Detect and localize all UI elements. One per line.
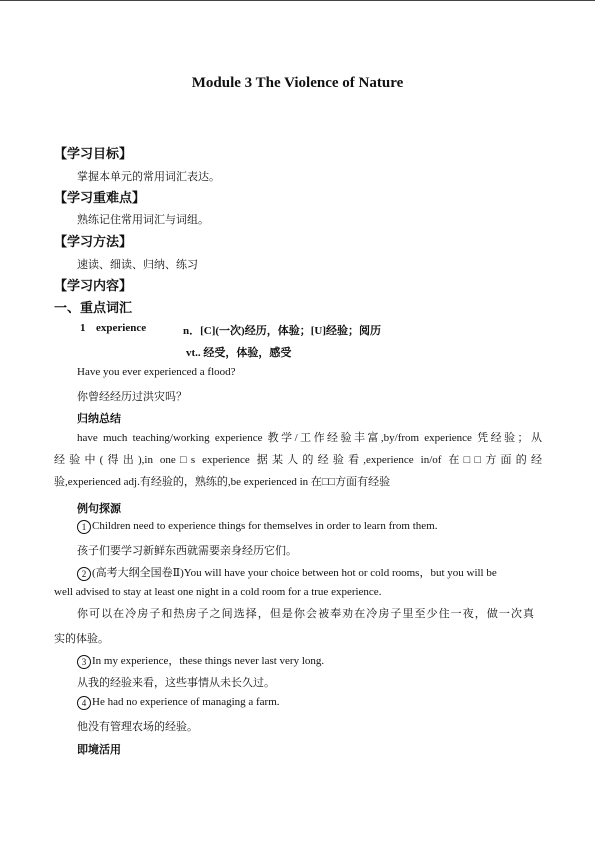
page-title: Module 3 The Violence of Nature xyxy=(191,75,404,91)
circled-number-3: 3 xyxy=(77,655,91,669)
example-4-zh: 他没有管理农场的经验。 xyxy=(77,721,198,733)
heading-learning-content: 【学习内容】 xyxy=(54,278,133,293)
intro-example-en: Have you ever experienced a flood? xyxy=(77,366,236,378)
example-1-en xyxy=(77,520,437,534)
entry-definition-noun: n．[C](一次)经历，体验；[U]经验；阅历 xyxy=(183,325,381,337)
summary-line-3: 验,experienced adj.有经验的，熟练的,be experienced in 在□□方面有经验 xyxy=(54,476,391,488)
practice-heading: 即境活用 xyxy=(77,744,121,756)
key-points-text: 熟练记住常用词汇与词组。 xyxy=(77,214,209,226)
part-one-heading: 一、重点词汇 xyxy=(54,300,133,315)
example-2-en-line-2: well advised to stay at least one night in a cold room for a true experience. xyxy=(54,586,382,598)
summary-line-1: have much teaching/working experience 教学/工作经验丰富,by/from experience 凭经验；从 xyxy=(77,432,542,444)
example-1-zh: 孩子们要学习新鲜东西就需要亲身经历它们。 xyxy=(77,545,297,557)
heading-learning-method: 【学习方法】 xyxy=(54,234,133,249)
circled-number-4: 4 xyxy=(77,696,91,710)
heading-key-points: 【学习重难点】 xyxy=(54,190,146,205)
intro-example-zh: 你曾经经历过洪灾吗？ xyxy=(77,391,187,403)
example-2-en-text-1: (高考大纲全国卷Ⅱ)You will have your choice between hot or cold rooms，but you will be xyxy=(92,567,497,579)
circled-number-1: 1 xyxy=(77,520,91,534)
summary-line-2: 经验中(得出),in one□s experience 据某人的经验看,experience in/of 在□□方面的经 xyxy=(54,454,542,466)
example-1-en-text: Children need to experience things for themselves in order to learn from them. xyxy=(92,520,438,532)
learning-goal-text: 掌握本单元的常用词汇表达。 xyxy=(77,171,220,183)
examples-heading: 例句探源 xyxy=(77,503,121,515)
heading-learning-goal: 【学习目标】 xyxy=(54,146,133,161)
example-4-en-text: He had no experience of managing a farm. xyxy=(92,696,280,708)
example-2-en-line-1 xyxy=(77,564,497,581)
entry-definition-verb: vt.. 经受，体验，感受 xyxy=(186,347,292,359)
learning-method-text: 速读、细读、归纳、练习 xyxy=(77,259,198,271)
circled-number-2: 2 xyxy=(77,567,91,581)
example-3-en xyxy=(77,652,324,669)
example-2-zh-line-2: 实的体验。 xyxy=(54,633,109,645)
example-2-zh-line-1: 你可以在冷房子和热房子之间选择，但是你会被奉劝在冷房子里至少住一夜，做一次真 xyxy=(77,608,534,620)
example-3-en-text: In my experience，these things never last very long. xyxy=(92,655,325,667)
entry-word: experience xyxy=(96,322,147,334)
entry-number: 1 xyxy=(80,322,86,334)
summary-heading: 归纳总结 xyxy=(77,413,121,425)
example-4-en xyxy=(77,696,280,710)
example-3-zh: 从我的经验来看，这些事情从未长久过。 xyxy=(77,677,275,689)
